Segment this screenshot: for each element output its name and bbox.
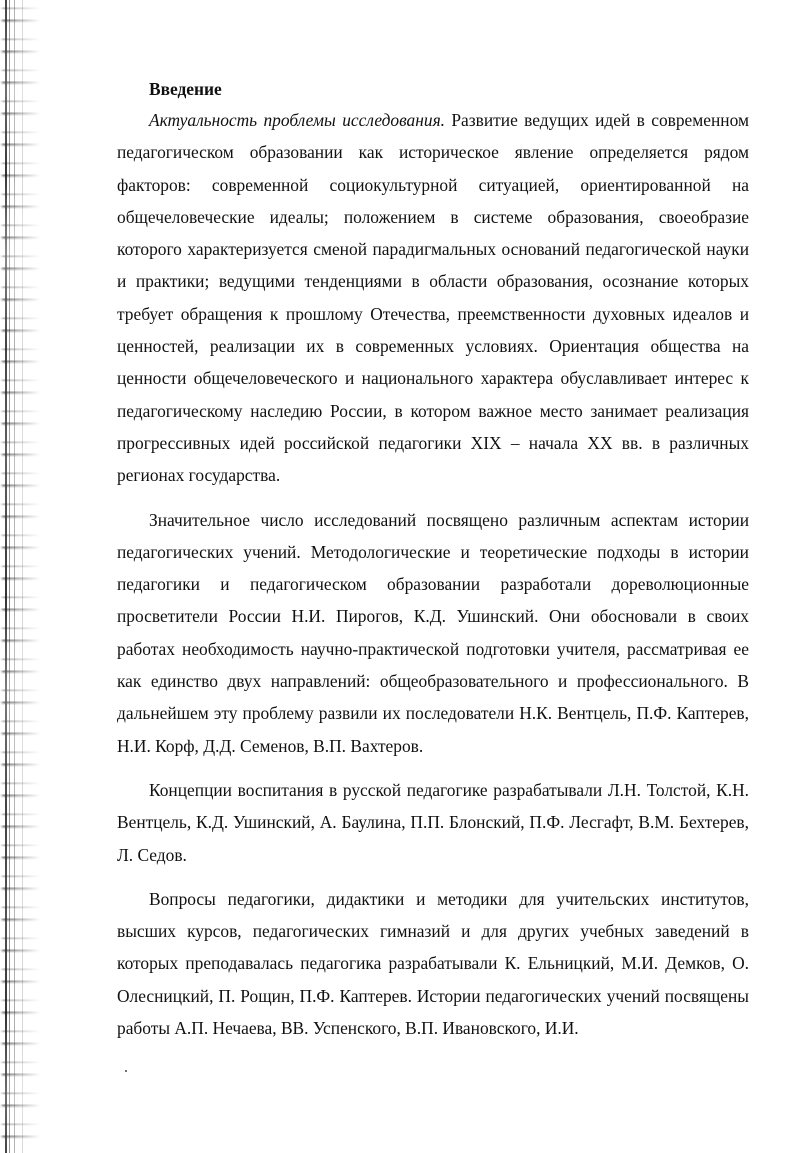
scan-edge-line [5,0,7,1153]
section-title: Введение [149,79,222,99]
paragraph-1-lead: Актуальность проблемы исследования. [149,110,445,130]
scan-edge-line [14,0,15,1153]
scan-edge-line [22,0,23,1153]
scan-speck [125,1070,127,1072]
paragraph-3: Концепции воспитания в русской педагогике разрабатывали Л.Н. Толстой, К.Н. Вентцель, К.Д. Ушинский, А. Баулина, П.П. Блонский, П.Ф. Лесгафт, В.М. Бехтерев, Л. Седов. [117,779,749,865]
paragraph-4: Вопросы педагогики, дидактики и методики для учительских институтов, высших курсов, педагогических гимназий и для других учебных заведений в которых преподавалась педагогика разрабатывали К. Ельницкий, М.И. Демков, О. Олесницкий, П. Рощин, П.Ф. Каптерев. Истории педагогических учений посвящены работы А.П. Нечаева, ВВ. Успенского, В.П. Ивановского, И.И. [117,888,749,1039]
document-body [117,74,749,1044]
paragraph-2: Значительное число исследований посвящено различным аспектам истории педагогических учений. Методологические и теоретические подходы в истории педагогики и педагогическом образовании разработали дореволюционные просветители России Н.И. Пирогов, К.Д. Ушинский. Они обосновали в своих работах необходимость научно-практической подготовки учителя, рассматривая ее как единство двух направлений: общеобразовательного и профессионального. В дальнейшем эту проблему развили их последователи Н.К. Вентцель, П.Ф. Каптерев, Н.И. Корф, Д.Д. Семенов, В.П. Вахтеров. [117,509,749,756]
paragraph-1 [117,104,749,492]
scan-edge-line [9,0,10,1153]
paragraph-1-text: Развитие ведущих идей в современном педагогическом образовании как историческое явление определяется рядом факторов: современной социокультурной ситуацией, ориентированной на общечеловеческие идеалы; положением в системе образования, своеобразие которого характеризуется сменой парадигмальных оснований педагогической науки и практики; ведущими тенденциями в области образования, осознание которых требует обращения к прошлому Отечества, преемственности духовных идеалов и ценностей, реализации их в современных условиях. Ориентация общества на ценности общечеловеческого и национального характера обуславливает интерес к педагогическому наследию России, в котором важное место занимает реализация прогрессивных идей российской педагогики XIX – начала XX вв. в различных регионах государства. [117,110,749,486]
